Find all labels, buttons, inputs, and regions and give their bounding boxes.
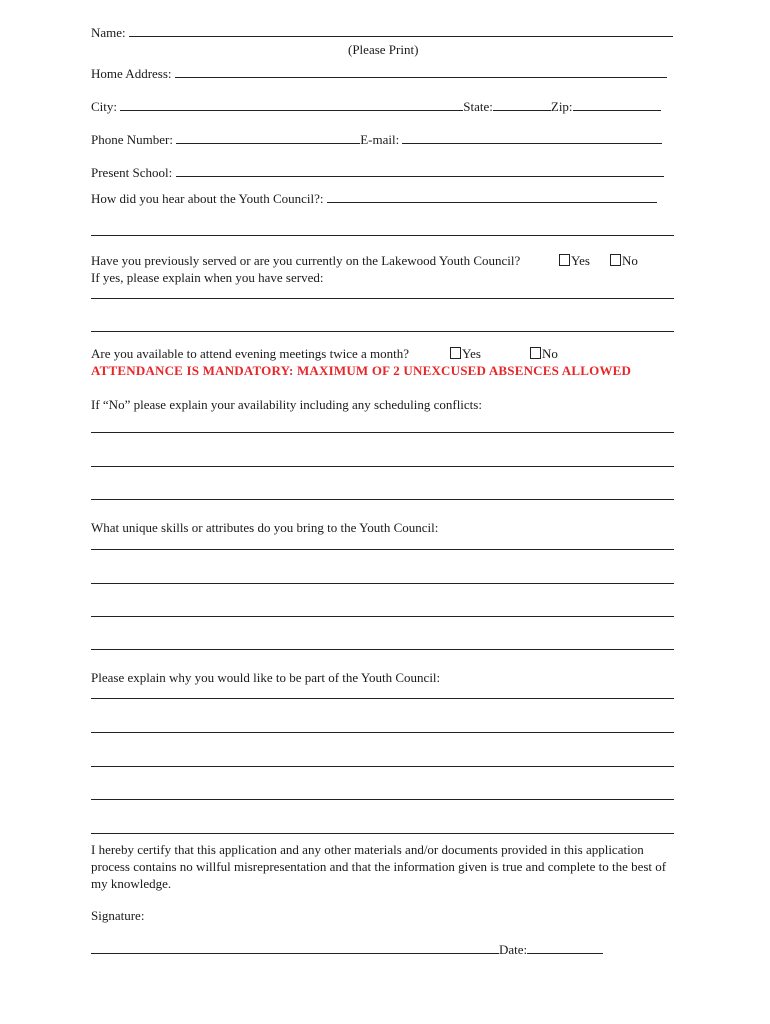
zip-field[interactable] xyxy=(573,99,661,111)
phone-email-row xyxy=(91,132,662,148)
home-address-field[interactable] xyxy=(175,66,667,78)
served-yes-checkbox[interactable] xyxy=(559,254,570,266)
please-print-note: (Please Print) xyxy=(348,42,419,57)
home-address-label: Home Address: xyxy=(91,66,172,81)
why-line-1[interactable] xyxy=(91,698,674,699)
hear-answer-line[interactable] xyxy=(91,235,674,236)
why-line-4[interactable] xyxy=(91,799,674,800)
evening-no-checkbox[interactable] xyxy=(530,347,541,359)
served-no-option[interactable] xyxy=(610,253,638,269)
why-line-2[interactable] xyxy=(91,732,674,733)
phone-field[interactable] xyxy=(176,132,360,144)
school-label: Present School: xyxy=(91,165,173,180)
availability-prompt: If “No” please explain your availability including any scheduling conflicts: xyxy=(91,397,482,412)
evening-yes-option[interactable] xyxy=(450,346,481,362)
name-label: Name: xyxy=(91,25,126,40)
signature-field[interactable] xyxy=(91,942,499,954)
home-address-row xyxy=(91,66,667,82)
hear-row xyxy=(91,191,657,207)
skills-prompt: What unique skills or attributes do you bring to the Youth Council: xyxy=(91,520,439,535)
why-line-5[interactable] xyxy=(91,833,674,834)
availability-line-1[interactable] xyxy=(91,432,674,433)
served-yes-label: Yes xyxy=(571,253,590,268)
school-field[interactable] xyxy=(176,165,664,177)
email-label: E-mail: xyxy=(360,132,400,147)
served-question: Have you previously served or are you currently on the Lakewood Youth Council? xyxy=(91,253,521,268)
why-prompt: Please explain why you would like to be part of the Youth Council: xyxy=(91,670,441,685)
date-label: Date: xyxy=(499,942,528,957)
evening-yes-label: Yes xyxy=(462,346,481,361)
date-field[interactable] xyxy=(527,942,603,954)
name-row xyxy=(91,25,673,41)
evening-question: Are you available to attend evening meetings twice a month? xyxy=(91,346,410,361)
signature-label: Signature: xyxy=(91,908,145,923)
city-field[interactable] xyxy=(120,99,463,111)
city-state-zip-row xyxy=(91,99,661,115)
hear-field[interactable] xyxy=(327,191,657,203)
skills-line-3[interactable] xyxy=(91,616,674,617)
why-line-3[interactable] xyxy=(91,766,674,767)
zip-label: Zip: xyxy=(550,99,573,114)
skills-line-4[interactable] xyxy=(91,649,674,650)
served-question-row xyxy=(91,253,520,269)
phone-label: Phone Number: xyxy=(91,132,173,147)
evening-no-option[interactable] xyxy=(530,346,558,362)
served-answer-line-1[interactable] xyxy=(91,298,674,299)
state-label: State: xyxy=(463,99,493,114)
served-answer-line-2[interactable] xyxy=(91,331,674,332)
availability-line-2[interactable] xyxy=(91,466,674,467)
school-row xyxy=(91,165,664,181)
signature-date-row xyxy=(91,942,603,958)
evening-no-label: No xyxy=(542,346,558,361)
hear-label: How did you hear about the Youth Council?: xyxy=(91,191,324,206)
certification-text: I hereby certify that this application and any other materials and/or documents provided in this application process contains no willful misrepresentation and that the information given is true and complete to the best of my knowledge. xyxy=(91,842,667,891)
attendance-notice: ATTENDANCE IS MANDATORY: MAXIMUM OF 2 UNEXCUSED ABSENCES ALLOWED xyxy=(91,363,632,378)
email-field[interactable] xyxy=(402,132,662,144)
name-field[interactable] xyxy=(129,25,673,37)
served-no-label: No xyxy=(622,253,638,268)
skills-line-2[interactable] xyxy=(91,583,674,584)
served-no-checkbox[interactable] xyxy=(610,254,621,266)
availability-line-3[interactable] xyxy=(91,499,674,500)
evening-yes-checkbox[interactable] xyxy=(450,347,461,359)
state-field[interactable] xyxy=(493,99,551,111)
city-label: City: xyxy=(91,99,118,114)
served-explain-label: If yes, please explain when you have served: xyxy=(91,270,324,285)
served-yes-option[interactable] xyxy=(559,253,590,269)
skills-line-1[interactable] xyxy=(91,549,674,550)
